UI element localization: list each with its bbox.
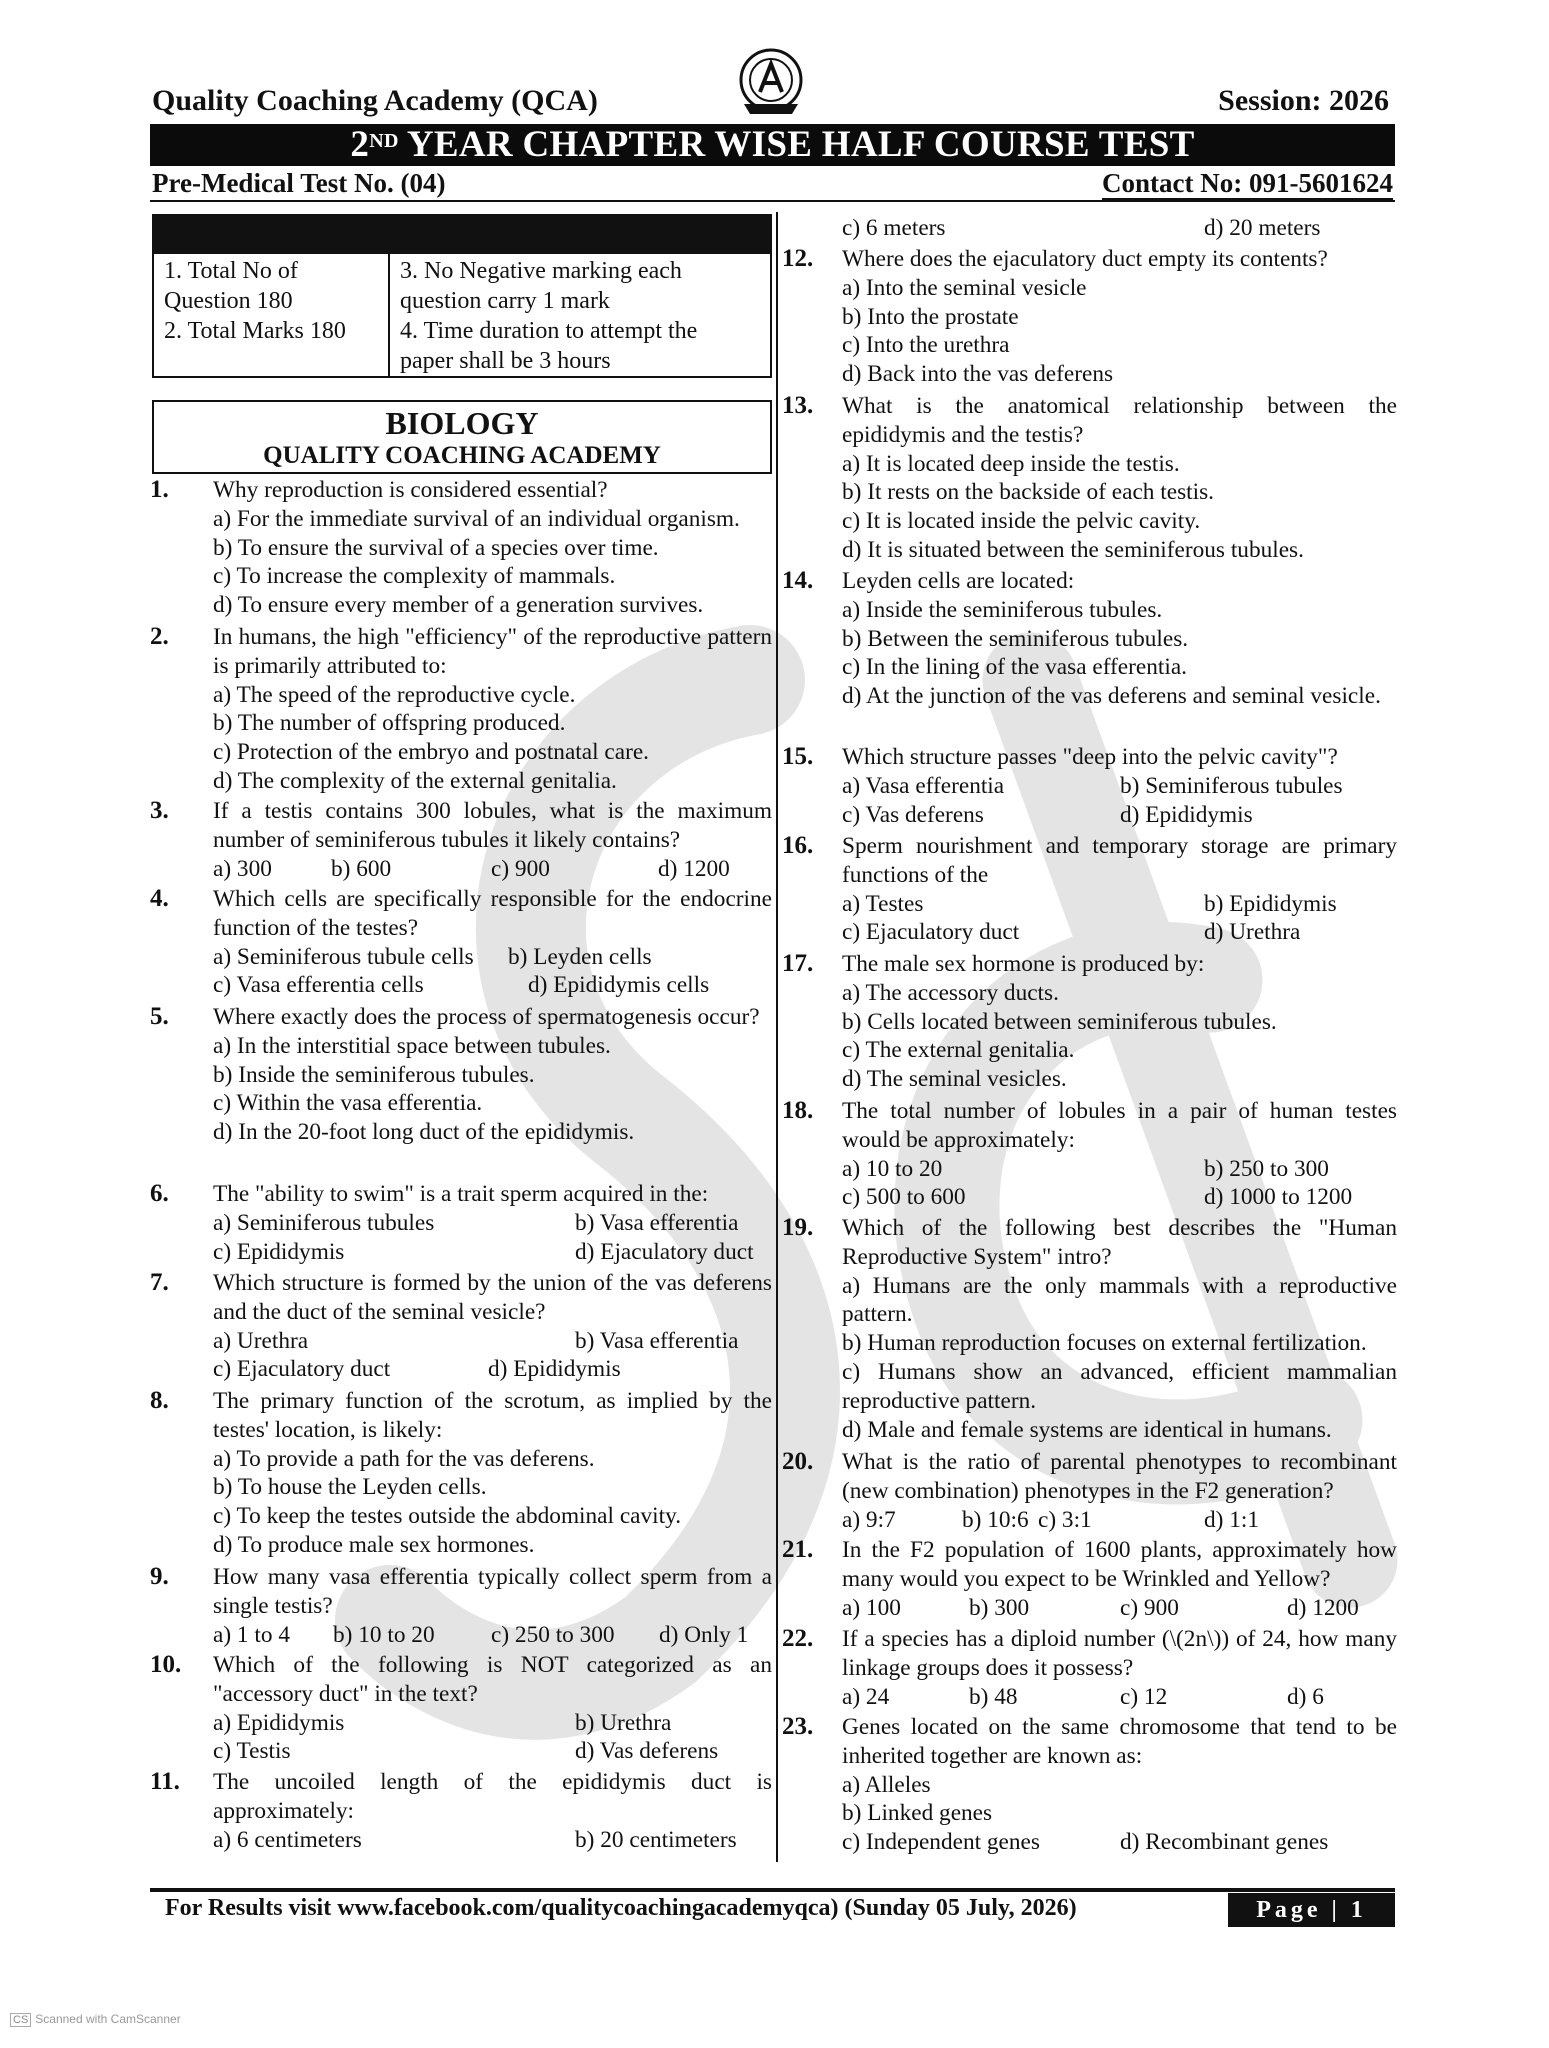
question-23 <box>782 1713 1397 1857</box>
title-superscript: ND <box>369 130 399 152</box>
question-number: 10. <box>150 1651 182 1678</box>
option-a: a) Epididymis <box>213 1709 345 1736</box>
options-row <box>842 772 1397 801</box>
question-21 <box>782 1536 1397 1622</box>
question-text: If a testis contains 300 lobules, what is the maximum number of seminiferous tubules it likely contains? <box>213 798 772 853</box>
option-d: d) The seminal vesicles. <box>842 1066 1067 1093</box>
options-row <box>842 214 1397 243</box>
option-c: c) Ejaculatory duct <box>213 1356 391 1383</box>
contact-number: Contact No: 091-5601624 <box>1102 168 1393 201</box>
question-text: What is the ratio of parental phenotypes to recombinant (new combination) phenotypes in the F2 generation? <box>842 1449 1397 1504</box>
question-number: 22. <box>782 1625 814 1652</box>
option-b: b) Urethra <box>575 1709 672 1736</box>
session-label: Session: 2026 <box>1218 84 1389 117</box>
options-row <box>213 1709 772 1738</box>
question-text: How many vasa efferentia typically collect sperm from a single testis? <box>213 1564 772 1619</box>
option-d: d) Male and female systems are identical in humans. <box>842 1416 1332 1443</box>
question-text: Why reproduction is considered essential? <box>213 477 608 503</box>
option-b: b) Vasa efferentia <box>575 1209 739 1236</box>
question-text: Which structure is formed by the union of the vas deferens and the duct of the seminal vesicle? <box>213 1270 772 1325</box>
option-a: a) Into the seminal vesicle <box>842 274 1087 301</box>
option-b: b) To house the Leyden cells. <box>213 1474 487 1501</box>
instruction-line: 4. Time duration to attempt the <box>400 318 698 344</box>
option-d: d) 1000 to 1200 <box>1204 1184 1353 1211</box>
option-c: c) 500 to 600 <box>842 1184 966 1211</box>
question-number: 16. <box>782 832 814 859</box>
option-d: d) At the junction of the vas deferens and seminal vesicle. <box>842 683 1381 710</box>
options-row <box>213 943 772 972</box>
option-d: d) To produce male sex hormones. <box>213 1531 535 1558</box>
option-a: a) The speed of the reproductive cycle. <box>213 681 576 708</box>
question-number: 18. <box>782 1097 814 1124</box>
option-d: d) 1:1 <box>1204 1506 1260 1533</box>
option-b: b) It rests on the backside of each testis. <box>842 479 1214 506</box>
option-c: c) Ejaculatory duct <box>842 919 1020 946</box>
option-a: a) Urethra <box>213 1327 309 1354</box>
column-divider <box>776 212 778 1862</box>
option-c: c) 900 <box>1120 1594 1179 1621</box>
question-text: Genes located on the same chromosome that tend to be inherited together are known as: <box>842 1714 1397 1769</box>
question-number: 19. <box>782 1214 814 1241</box>
option-a: a) 6 centimeters <box>213 1826 362 1853</box>
option-b: b) The number of offspring produced. <box>213 710 566 737</box>
instructions-header-bar <box>154 216 770 254</box>
options-row <box>213 1621 772 1650</box>
question-number: 11. <box>150 1768 180 1795</box>
options-row <box>842 1683 1397 1712</box>
title-main: 2 <box>350 124 370 165</box>
option-a: a) 9:7 <box>842 1506 896 1533</box>
option-d: d) 1200 <box>1287 1594 1359 1621</box>
question-number: 20. <box>782 1448 814 1475</box>
question-text: Where does the ejaculatory duct empty its contents? <box>842 246 1328 272</box>
option-a: a) Seminiferous tubules <box>213 1209 435 1236</box>
options-row <box>213 1238 772 1267</box>
option-c: c) 3:1 <box>1038 1506 1092 1533</box>
scanner-watermark <box>10 2012 181 2027</box>
option-a: a) It is located deep inside the testis. <box>842 450 1180 477</box>
header-rule <box>150 200 1395 202</box>
question-3 <box>150 797 772 883</box>
option-a: a) Humans are the only mammals with a reproductive pattern. <box>842 1272 1397 1328</box>
option-b: b) Between the seminiferous tubules. <box>842 625 1189 652</box>
option-a: a) Inside the seminiferous tubules. <box>842 596 1163 623</box>
question-number: 2. <box>150 623 169 650</box>
option-d: d) 6 <box>1287 1683 1324 1710</box>
option-a: a) 1 to 4 <box>213 1621 290 1648</box>
option-d: d) 1200 <box>658 855 730 882</box>
option-c: c) In the lining of the vasa efferentia. <box>842 654 1187 681</box>
question-text: The uncoiled length of the epididymis duct is approximately: <box>213 1769 772 1824</box>
option-a: a) Alleles <box>842 1771 931 1798</box>
option-b: b) To ensure the survival of a species over time. <box>213 534 659 561</box>
option-b: b) Seminiferous tubules <box>1120 772 1343 799</box>
question-number: 6. <box>150 1180 169 1207</box>
option-c: c) Vas deferens <box>842 801 984 828</box>
question-7 <box>150 1269 772 1384</box>
question-text: Where exactly does the process of spermatogenesis occur? <box>213 1004 760 1030</box>
option-b: b) Leyden cells <box>508 943 652 970</box>
instruction-line: Question 180 <box>164 288 293 314</box>
footer-rule <box>150 1888 1395 1892</box>
option-a: a) The accessory ducts. <box>842 979 1059 1006</box>
option-d: d) It is situated between the seminiferous tubules. <box>842 536 1304 563</box>
question-number: 21. <box>782 1536 814 1563</box>
question-number: 17. <box>782 950 814 977</box>
question-text: Which of the following best describes the "Human Reproductive System" intro? <box>842 1215 1397 1270</box>
option-d: d) In the 20-foot long duct of the epididymis. <box>213 1119 635 1146</box>
question-18 <box>782 1097 1397 1212</box>
question-number: 13. <box>782 392 814 419</box>
option-b: b) 20 centimeters <box>575 1826 737 1853</box>
question-number: 3. <box>150 797 169 824</box>
question-text: Which of the following is NOT categorized as an "accessory duct" in the text? <box>213 1652 772 1707</box>
question-text: The primary function of the scrotum, as implied by the testes' location, is likely: <box>213 1388 772 1443</box>
option-b: b) Epididymis <box>1204 890 1337 917</box>
option-c: c) It is located inside the pelvic cavity. <box>842 508 1201 535</box>
question-text: The "ability to swim" is a trait sperm acquired in the: <box>213 1181 709 1207</box>
instruction-line: 2. Total Marks 180 <box>164 318 346 344</box>
question-11 <box>150 1768 772 1854</box>
option-b: b) Vasa efferentia <box>575 1327 739 1354</box>
question-text: Leyden cells are located: <box>842 568 1075 594</box>
question-text: The total number of lobules in a pair of human testes would be approximately: <box>842 1098 1397 1153</box>
instruction-line: question carry 1 mark <box>400 288 610 314</box>
question-text: Sperm nourishment and temporary storage are primary functions of the <box>842 833 1397 888</box>
options-row <box>842 1828 1397 1857</box>
question-number: 14. <box>782 567 814 594</box>
question-text: Which structure passes "deep into the pelvic cavity"? <box>842 744 1338 770</box>
option-d: d) Epididymis cells <box>528 972 710 999</box>
option-c: c) 6 meters <box>842 215 946 241</box>
question-text: If a species has a diploid number (\(2n\)) of 24, how many linkage groups does it possess? <box>842 1626 1397 1681</box>
question-number: 15. <box>782 743 814 770</box>
test-number: Pre-Medical Test No. (04) <box>152 168 446 198</box>
question-17 <box>782 950 1397 1094</box>
instructions-right <box>400 256 760 376</box>
option-a: a) 24 <box>842 1683 890 1710</box>
test-title-bar <box>150 124 1395 166</box>
option-b: b) Into the prostate <box>842 303 1019 330</box>
instructions-divider <box>388 254 390 376</box>
options-row <box>213 855 772 884</box>
option-b: b) 300 <box>969 1594 1030 1621</box>
option-d: d) Recombinant genes <box>1120 1829 1329 1856</box>
options-row <box>213 1826 772 1855</box>
option-b: b) Human reproduction focuses on external fertilization. <box>842 1330 1367 1357</box>
question-text: In the F2 population of 1600 plants, approximately how many would you expect to be Wrinkled and Yellow? <box>842 1537 1397 1592</box>
option-b: b) 10:6 <box>962 1506 1029 1533</box>
question-number: 5. <box>150 1003 169 1030</box>
option-b: b) 600 <box>331 855 392 882</box>
question-number: 12. <box>782 245 814 272</box>
instruction-line: paper shall be 3 hours <box>400 348 611 374</box>
option-c: c) Into the urethra <box>842 332 1010 359</box>
question-6 <box>150 1180 772 1266</box>
option-c: c) 12 <box>1120 1683 1168 1710</box>
question-number: 23. <box>782 1713 814 1740</box>
section-header <box>152 400 772 474</box>
option-a: a) Seminiferous tubule cells <box>213 943 474 970</box>
option-b: b) Inside the seminiferous tubules. <box>213 1061 535 1088</box>
option-d: d) 20 meters <box>1204 215 1321 241</box>
question-number: 7. <box>150 1269 169 1296</box>
option-d: d) Epididymis <box>488 1356 621 1383</box>
option-a: a) 100 <box>842 1594 901 1621</box>
question-12 <box>782 245 1397 389</box>
question-8 <box>150 1387 772 1560</box>
option-c: c) 250 to 300 <box>491 1621 615 1648</box>
question-4 <box>150 885 772 1000</box>
question-15 <box>782 743 1397 829</box>
option-d: d) Back into the vas deferens <box>842 361 1114 388</box>
question-number: 1. <box>150 476 169 503</box>
option-d: d) Ejaculatory duct <box>575 1238 754 1265</box>
option-a: a) For the immediate survival of an individual organism. <box>213 505 740 532</box>
options-row <box>842 890 1397 919</box>
question-16 <box>782 832 1397 947</box>
option-a: a) 10 to 20 <box>842 1155 943 1182</box>
option-c: c) Within the vasa efferentia. <box>213 1090 483 1117</box>
question-13 <box>782 392 1397 565</box>
title-rest: YEAR CHAPTER WISE HALF COURSE TEST <box>398 124 1195 165</box>
option-c: c) Humans show an advanced, efficient mammalian reproductive pattern. <box>842 1358 1397 1414</box>
options-row <box>842 801 1397 830</box>
question-text: What is the anatomical relationship between the epididymis and the testis? <box>842 393 1397 448</box>
option-b: b) 250 to 300 <box>1204 1155 1329 1182</box>
question-text: The male sex hormone is produced by: <box>842 951 1205 977</box>
option-d: d) Vas deferens <box>575 1738 719 1765</box>
question-9 <box>150 1563 772 1649</box>
question-22 <box>782 1625 1397 1711</box>
option-d: d) To ensure every member of a generation survives. <box>213 592 704 619</box>
question-number: 8. <box>150 1387 169 1414</box>
option-c: c) The external genitalia. <box>842 1037 1075 1064</box>
option-c: c) 900 <box>491 855 550 882</box>
options-row <box>213 1355 772 1384</box>
section-title: BIOLOGY <box>385 405 539 441</box>
option-b: b) 10 to 20 <box>333 1621 435 1648</box>
option-b: b) Cells located between seminiferous tubules. <box>842 1008 1277 1035</box>
option-c: c) Protection of the embryo and postnatal care. <box>213 739 650 766</box>
section-subtitle: QUALITY COACHING ACADEMY <box>263 442 661 469</box>
option-c: c) Testis <box>213 1738 291 1765</box>
options-row <box>213 971 772 1000</box>
option-a: a) 300 <box>213 855 272 882</box>
instructions-box <box>152 214 772 378</box>
options-row <box>842 1183 1397 1212</box>
question-20 <box>782 1448 1397 1534</box>
option-c: c) To increase the complexity of mammals. <box>213 563 616 590</box>
camscanner-icon: CS <box>10 2013 31 2027</box>
options-row <box>842 918 1397 947</box>
options-row <box>213 1327 772 1356</box>
question-14 <box>782 567 1397 711</box>
option-a: a) Testes <box>842 890 924 917</box>
option-c: c) Independent genes <box>842 1829 1040 1856</box>
question-11-continued <box>782 214 1397 243</box>
question-10 <box>150 1651 772 1766</box>
instruction-line: 1. Total No of <box>164 258 298 284</box>
options-row <box>213 1737 772 1766</box>
option-a: a) Vasa efferentia <box>842 772 1005 799</box>
option-b: b) Linked genes <box>842 1800 993 1827</box>
option-d: d) Urethra <box>1204 919 1301 946</box>
instruction-line: 3. No Negative marking each <box>400 258 682 284</box>
options-row <box>842 1155 1397 1184</box>
option-b: b) 48 <box>969 1683 1018 1710</box>
options-row <box>842 1594 1397 1623</box>
option-d: d) The complexity of the external genitalia. <box>213 767 617 794</box>
option-c: c) To keep the testes outside the abdominal cavity. <box>213 1503 682 1530</box>
option-d: d) Only 1 <box>659 1621 749 1648</box>
options-row <box>213 1209 772 1238</box>
question-text: In humans, the high "efficiency" of the reproductive pattern is primarily attributed to: <box>213 624 772 679</box>
results-link-text: For Results visit www.facebook.com/qualitycoachingacademyqca) (Sunday 05 July, 2026) <box>165 1895 1077 1921</box>
page-number: Page | 1 <box>1228 1893 1395 1927</box>
question-number: 4. <box>150 885 169 912</box>
option-a: a) To provide a path for the vas deferens. <box>213 1445 595 1472</box>
option-c: c) Epididymis <box>213 1238 345 1265</box>
question-number: 9. <box>150 1563 169 1590</box>
scanner-text: Scanned with CamScanner <box>35 2012 181 2026</box>
options-row <box>842 1506 1397 1535</box>
question-1 <box>150 476 772 620</box>
academy-name: Quality Coaching Academy (QCA) <box>152 84 598 117</box>
question-19 <box>782 1214 1397 1444</box>
option-c: c) Vasa efferentia cells <box>213 972 424 999</box>
question-5 <box>150 1003 772 1147</box>
question-text: Which cells are specifically responsible for the endocrine function of the testes? <box>213 886 772 941</box>
question-2 <box>150 623 772 796</box>
option-d: d) Epididymis <box>1120 801 1253 828</box>
option-a: a) In the interstitial space between tubules. <box>213 1032 611 1059</box>
qca-logo <box>730 42 812 124</box>
